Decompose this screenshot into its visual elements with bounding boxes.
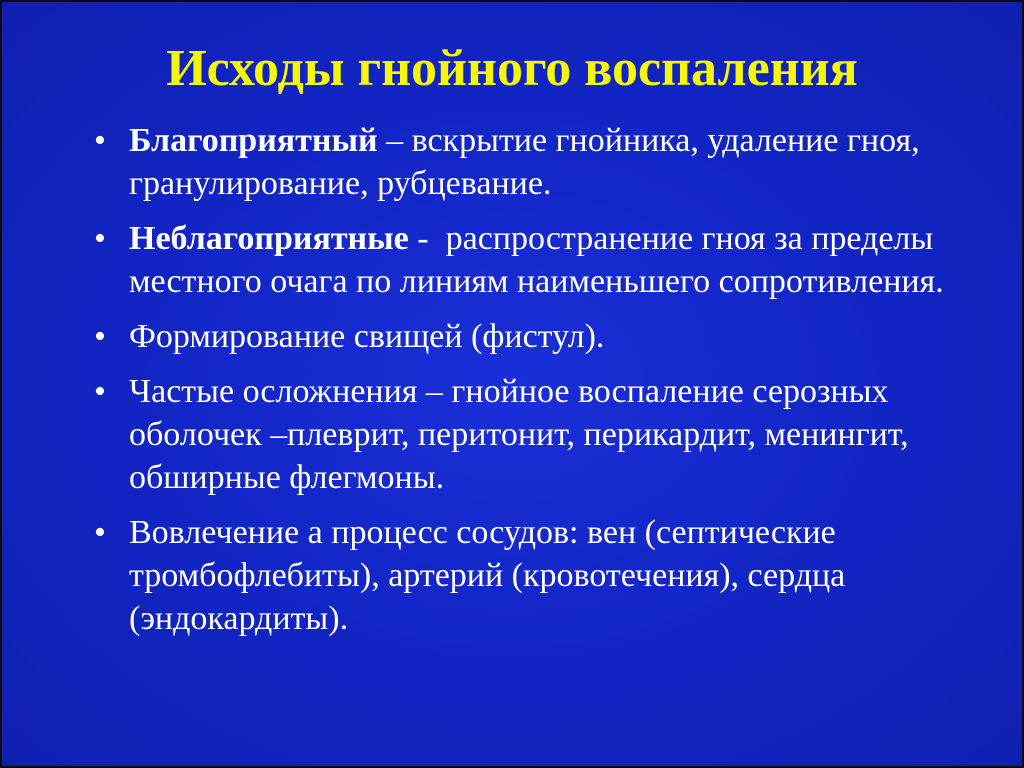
bullet-text: Вовлечение а процесс сосудов: вен (септические тромбофлебиты), артерий (кровотечения), сердца (эндокардиты). (129, 514, 846, 637)
bullet-text: Формирование свищей (фистул). (129, 318, 605, 355)
bullet-dot: • (94, 220, 106, 257)
bullet-dot: • (94, 514, 106, 551)
bullet-text: – вскрытие гнойника, удаление гноя, гранулирование, рубцевание. (129, 122, 920, 202)
bullet-item (94, 511, 944, 640)
bullet-lead: Неблагоприятные (129, 220, 409, 257)
bullet-item (94, 217, 944, 303)
bullet-item (94, 315, 944, 358)
bullet-dot: • (94, 122, 106, 159)
bullet-item (94, 370, 944, 499)
bullet-dot: • (94, 373, 106, 410)
slide-title: Исходы гнойного воспаления (166, 40, 858, 97)
bullet-text: - распространение гноя за пределы местного очага по линиям наименьшего сопротивления. (129, 220, 944, 300)
bullet-list (94, 119, 944, 652)
bullet-text: Частые осложнения – гнойное воспаление серозных оболочек –плеврит, перитонит, перикардит, менингит, обширные флегмоны. (129, 373, 909, 496)
bullet-dot: • (94, 318, 106, 355)
bullet-item (94, 119, 944, 205)
bullet-lead: Благоприятный (129, 122, 378, 159)
